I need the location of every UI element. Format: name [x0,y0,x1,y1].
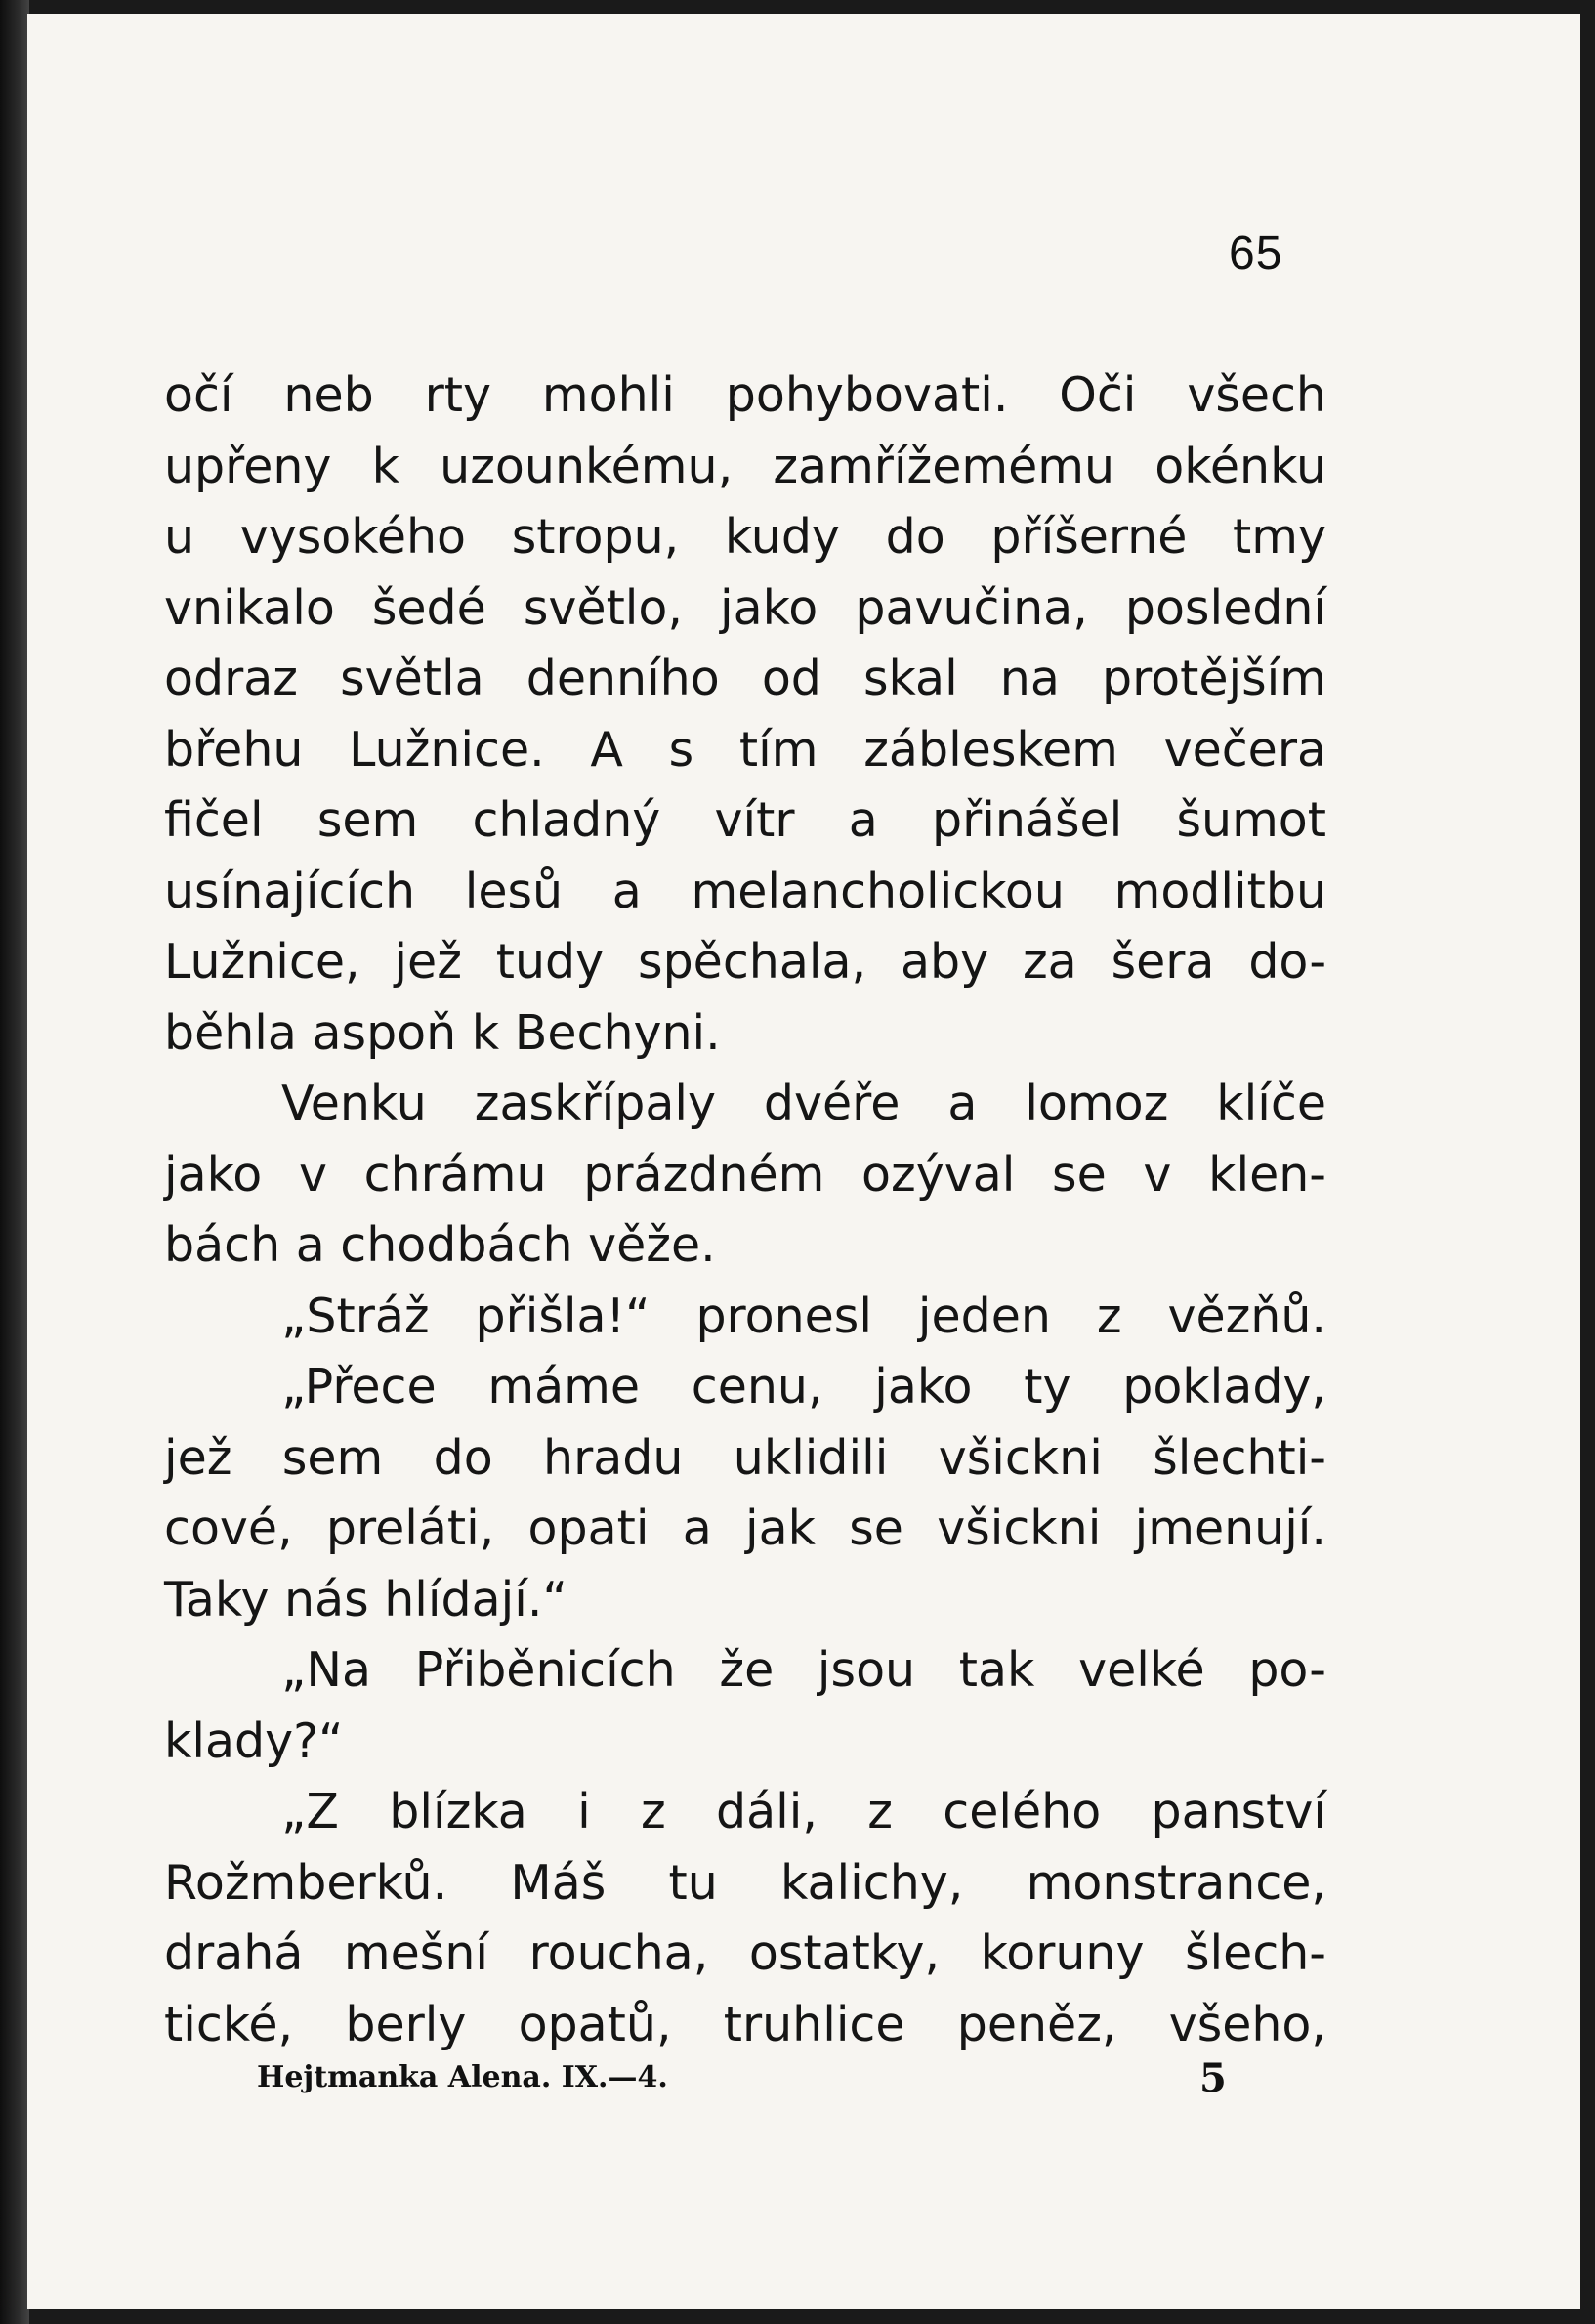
text-line: tické, berly opatů, truhlice peněz, všeho, [164,1996,1326,2052]
text-line: u vysokého stropu, kudy do příšerné tmy [164,509,1326,565]
text-line: fičel sem chladný vítr a přinášel šumot [164,792,1326,848]
text-line: Venku zaskřípaly dvéře a lomoz klíče [281,1076,1326,1131]
text-line: běhla aspoň k Bechyni. [164,1004,721,1061]
text-line: Lužnice, jež tudy spěchala, aby za šera do- [164,934,1326,990]
text-line: drahá mešní roucha, ostatky, koruny šlech- [164,1925,1326,1981]
text-line: „Z blízka i z dáli, z celého panství [281,1784,1326,1839]
text-line: bách a chodbách věže. [164,1217,716,1273]
body-text [164,360,1326,2060]
text-line: jež sem do hradu uklidili všickni šlechti- [164,1429,1326,1486]
text-line: odraz světla denního od skal na protějším [164,651,1326,706]
text-line: jako v chrámu prázdném ozýval se v klen- [164,1146,1326,1203]
text-line: břehu Lužnice. A s tím zábleskem večera [164,721,1326,778]
text-line: usínajících lesů a melancholickou modlitbu [164,863,1326,919]
text-line: klady?“ [164,1712,344,1769]
text-line: „Stráž přišla!“ pronesl jeden z vězňů. [281,1288,1326,1344]
printer-signature: Hejtmanka Alena. IX.—4. [257,2060,668,2094]
sheet-number: 5 [1199,2055,1227,2101]
book-page [27,14,1580,2309]
text-line: „Přece máme cenu, jako ty poklady, [281,1359,1326,1415]
text-line: Taky nás hlídají.“ [164,1571,567,1627]
text-line: cové, preláti, opati a jak se všickni jmenují. [164,1500,1326,1556]
text-line: vnikalo šedé světlo, jako pavučina, poslední [164,579,1326,636]
text-line: Rožmberků. Máš tu kalichy, monstrance, [164,1854,1326,1911]
book-binding-edge [0,0,29,2324]
text-line: „Na Přiběnicích že jsou tak velké po- [281,1642,1326,1698]
text-line: očí neb rty mohli pohybovati. Oči všech [164,367,1326,423]
text-line: upřeny k uzounkému, zamřížemému okénku [164,438,1326,494]
page-number: 65 [1229,228,1283,279]
